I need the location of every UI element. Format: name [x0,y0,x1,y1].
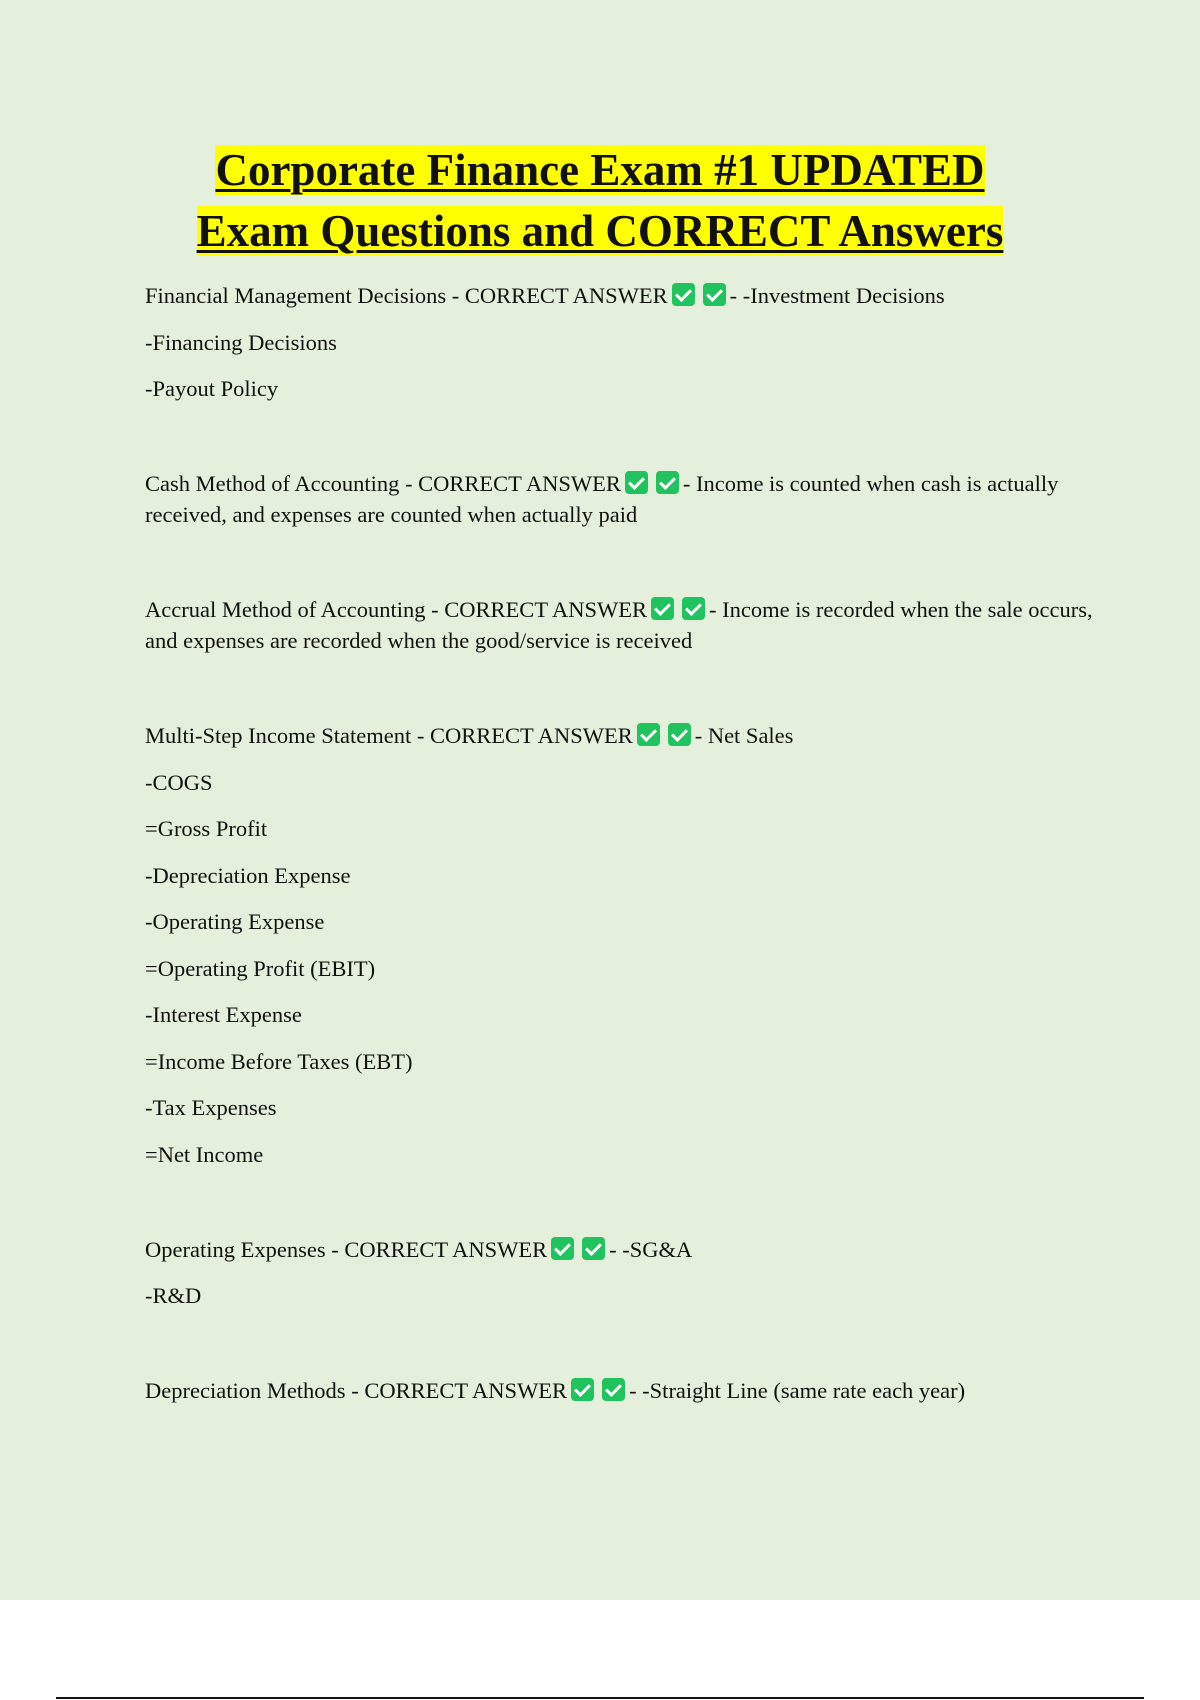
correct-answer-label: CORRECT ANSWER [344,1236,548,1262]
answer-line: -Interest Expense [145,1002,302,1027]
check-mark-icon [571,1378,594,1401]
qa-item [145,594,1095,656]
answer-line: -Financing Decisions [145,329,337,355]
answer-line: -Tax Expenses [145,1095,277,1120]
qa-item [145,720,1095,1170]
check-mark-icon [551,1237,574,1260]
correct-answer-label: CORRECT ANSWER [444,597,648,622]
title-line-1: Corporate Finance Exam #1 UPDATED [215,145,985,195]
qa-answer: - -Straight Line (same rate each year) [629,1378,966,1403]
check-mark-icon [625,471,648,494]
section-gap [145,1311,1095,1375]
answer-line: =Net Income [145,1141,264,1167]
qa-item [145,280,1095,404]
answer-line: -R&D [145,1283,202,1308]
qa-term: Accrual Method of Accounting - [145,597,445,622]
title-line-2: Exam Questions and CORRECT Answers [196,206,1004,256]
qa-term: Cash Method of Accounting - [145,471,419,496]
check-mark-icon [682,597,705,620]
qa-term: Financial Management Decisions - [145,283,465,308]
section-gap [145,530,1095,594]
check-mark-icon [651,597,674,620]
qa-line [145,468,1095,530]
qa-term: Multi-Step Income Statement - [145,723,430,748]
qa-item [145,1234,1095,1312]
qa-line [145,720,1095,751]
check-mark-icon [637,723,660,746]
section-gap [145,1170,1095,1234]
qa-answer: - -Investment Decisions [729,283,945,308]
correct-answer-label: CORRECT ANSWER [464,283,668,308]
answer-line: =Income Before Taxes (EBT) [145,1048,413,1074]
footer-divider [56,1697,1144,1699]
qa-answer: - Income is counted when cash is actually received, and expenses are counted when actually paid [145,471,1059,527]
answer-line: =Operating Profit (EBIT) [145,955,376,981]
qa-term: Depreciation Methods - [145,1378,365,1403]
qa-line [145,594,1095,656]
answer-line: -Depreciation Expense [145,862,351,888]
qa-line [145,280,1095,311]
qa-line [145,1234,1095,1265]
answer-line: =Gross Profit [145,816,268,841]
answer-line: -COGS [145,769,213,795]
correct-answer-label: CORRECT ANSWER [364,1378,568,1403]
check-mark-icon [668,723,691,746]
qa-answer: - Income is recorded when the sale occurs, and expenses are recorded when the good/service is received [145,597,1093,653]
qa-term: Operating Expenses - [145,1236,345,1262]
correct-answer-label: CORRECT ANSWER [429,723,633,748]
qa-answer: - Net Sales [694,723,794,748]
check-mark-icon [703,283,726,306]
qa-item [145,1375,1095,1406]
qa-list [145,280,1095,1406]
answer-line: -Operating Expense [145,909,325,934]
qa-item [145,468,1095,530]
correct-answer-label: CORRECT ANSWER [418,471,621,496]
check-mark-icon [672,283,695,306]
answer-line: -Payout Policy [145,376,279,401]
check-mark-icon [602,1378,625,1401]
check-mark-icon [656,471,679,494]
section-gap [145,656,1095,720]
document-title [0,140,1200,262]
qa-line [145,1375,1095,1406]
check-mark-icon [582,1237,605,1260]
qa-answer: - -SG&A [609,1236,693,1262]
section-gap [145,404,1095,468]
